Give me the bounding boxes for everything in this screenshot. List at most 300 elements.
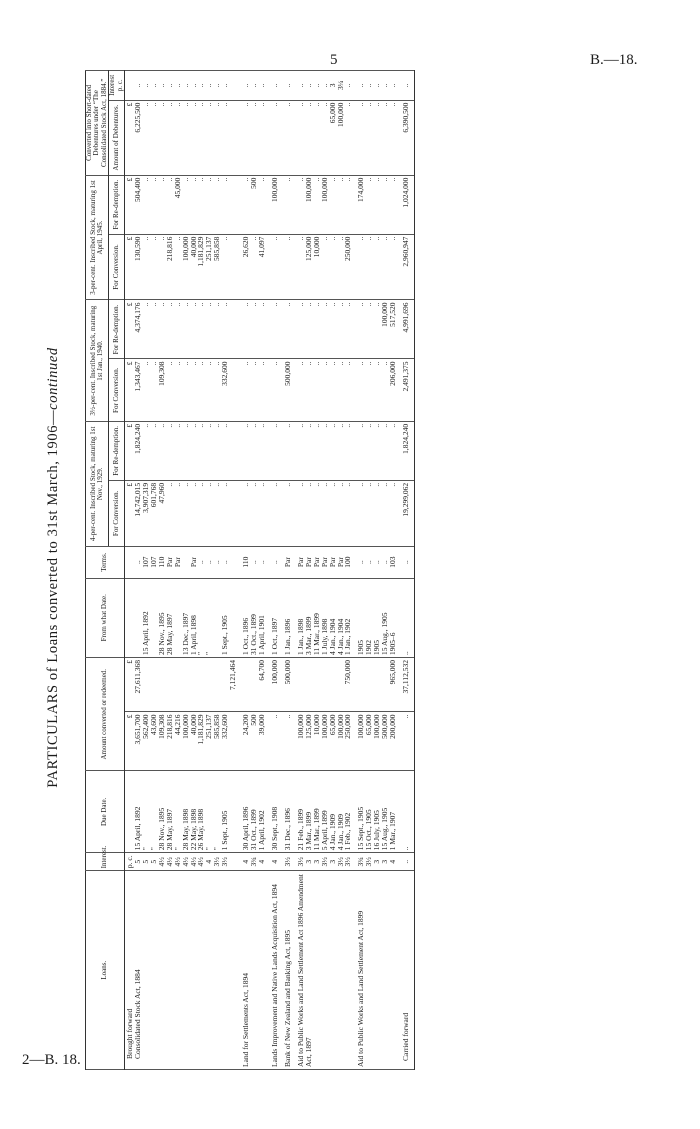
terms-line: ..	[220, 560, 230, 564]
due-date-line: 16 July, 1905	[372, 810, 382, 851]
debenture-amount-line: ..	[249, 102, 259, 107]
debenture-interest-line: ..	[295, 83, 305, 88]
conversion-1929-line: ..	[269, 482, 279, 487]
interest-line: 4	[241, 859, 251, 864]
from-date-cell	[125, 578, 242, 657]
debenture-amount-line: ..	[319, 102, 329, 107]
terms-line: ..	[132, 560, 142, 564]
conversion-1940-line: ..	[343, 361, 353, 366]
redemption-1929-cell	[296, 421, 357, 480]
carried-conversion-1929-cell: 19,299,062	[401, 480, 414, 546]
redemption-1929-cell	[356, 421, 401, 480]
carried-interest-cell: ..	[401, 853, 414, 871]
conversion-1945-line: ..	[372, 236, 382, 241]
loan-name-cell	[125, 871, 242, 1070]
terms-line: Par	[319, 557, 329, 568]
header-debenture-amount: Amount of Debentures.	[109, 100, 125, 175]
redemption-1929-line: ..	[172, 423, 182, 428]
debenture-interest-line: ..	[180, 83, 190, 88]
due-date-line: 31 Oct., 1899	[249, 809, 259, 851]
redemption-1929-cell	[241, 421, 270, 480]
conversion-1945-line: 218,816	[164, 236, 174, 261]
redemption-1929-line: ..	[311, 423, 321, 428]
due-date-line: 5 April, 1899	[319, 810, 329, 851]
debenture-interest-line: 3¼	[335, 80, 345, 91]
table-row	[356, 71, 401, 1070]
amount-total-line: 7,121,464	[228, 659, 238, 690]
terms-line: 100	[343, 556, 353, 568]
conversion-1945-line: ..	[220, 236, 230, 241]
interest-line: 3½	[335, 857, 345, 867]
amount-total-line	[166, 660, 174, 710]
debenture-amount-cell	[270, 100, 283, 175]
interest-cell	[283, 853, 296, 871]
interest-line: 3½	[364, 857, 374, 867]
conversion-1945-line: 251,137	[204, 236, 214, 261]
conversion-1945-line: 585,858	[212, 236, 222, 261]
conversion-1945-line: ..	[148, 236, 158, 241]
conversion-1940-line: 332,600	[220, 361, 230, 386]
amount-cell	[270, 712, 283, 771]
debenture-interest-line: ..	[303, 83, 313, 88]
redemption-1940-line: ..	[295, 302, 305, 307]
interest-line: 3¾	[356, 857, 366, 867]
redemption-1940-line: ..	[172, 302, 182, 307]
amount-line: 44,216	[172, 714, 182, 736]
page-reference: B.—18.	[590, 52, 638, 68]
conversion-1929-line: ..	[335, 482, 345, 487]
amount-line: 585,858	[212, 714, 222, 739]
redemption-1945-line: ..	[380, 177, 390, 182]
redemption-1929-line: ..	[356, 423, 366, 428]
debenture-amount-line: ..	[364, 102, 374, 107]
due-date-line: 4 Jan., 1909	[335, 813, 345, 851]
loan-name-cell	[270, 871, 283, 1070]
table-row	[125, 71, 242, 1070]
redemption-1940-line: ..	[164, 302, 174, 307]
debenture-interest-cell	[241, 71, 270, 101]
due-date-line: "	[212, 847, 222, 851]
conversion-1945-line: ..	[172, 236, 182, 241]
redemption-1929-line: ..	[257, 423, 267, 428]
debenture-interest-cell	[270, 71, 283, 101]
due-date-cell	[356, 771, 401, 853]
header-debentures: Converted into Short-dated Debentures under “The Consolidated Stock Act, 1884.”	[86, 71, 109, 176]
redemption-1929-line: ..	[327, 423, 337, 428]
loan-name-cell	[356, 871, 401, 1070]
debenture-amount-line: ..	[172, 102, 182, 107]
amount-line: 65,000	[364, 714, 374, 736]
redemption-1945-line: ..	[327, 177, 337, 182]
carried-forward-row	[401, 71, 414, 1070]
redemption-1945-line: ..	[372, 177, 382, 182]
conversion-1945-line: 41,097	[257, 236, 267, 258]
header-stock-1929: 4-per-cent. Inscribed Stock, maturing 1st Nov., 1929.	[86, 421, 109, 546]
amount-total-line	[297, 660, 305, 710]
terms-line: Par	[303, 557, 313, 568]
amount-total-line	[182, 660, 190, 710]
amount-total-line	[190, 660, 198, 710]
debenture-interest-line: ..	[220, 83, 230, 88]
conversion-1940-line: ..	[295, 361, 305, 366]
conversion-1940-line: 109,308	[156, 361, 166, 386]
redemption-1940-line: ..	[188, 302, 198, 307]
redemption-1940-line: ..	[257, 302, 267, 307]
from-date-line: 1905	[372, 639, 382, 655]
from-date-line: 1 July, 1898	[319, 618, 329, 655]
from-date-line: "	[204, 651, 214, 655]
conversion-1940-line: ..	[164, 361, 174, 366]
interest-line: 3½	[282, 857, 292, 867]
redemption-1940-line: ..	[180, 302, 190, 307]
conversion-1940-cell	[270, 359, 283, 421]
from-date-line: 3 Mar., 1899	[303, 616, 313, 655]
amount-total-cell	[296, 657, 357, 712]
interest-line: 5	[148, 859, 158, 864]
redemption-1940-line: ..	[269, 302, 279, 307]
amount-line: 218,816	[164, 714, 174, 739]
redemption-1929-line: 1,824,240	[132, 423, 142, 454]
table-row	[241, 71, 270, 1070]
conversion-1945-line: ..	[356, 236, 366, 241]
conversion-1929-line: £	[125, 482, 135, 487]
conversion-1940-line: ..	[188, 361, 198, 366]
from-date-line: 13 Dec., 1897	[180, 612, 190, 655]
redemption-1945-line: 500	[249, 177, 259, 189]
conversion-1945-line: ..	[156, 236, 166, 241]
conversion-1940-line: ..	[204, 361, 214, 366]
redemption-1940-line: ..	[372, 302, 382, 307]
redemption-1940-line: ..	[343, 302, 353, 307]
amount-line: 200,000	[388, 714, 398, 739]
amount-total-line	[197, 660, 205, 710]
conversion-1940-line: ..	[372, 361, 382, 366]
redemption-1929-line: ..	[212, 423, 222, 428]
conversion-1940-cell	[125, 359, 242, 421]
terms-line: Par	[311, 557, 321, 568]
amount-total-line	[142, 660, 150, 710]
interest-line: 5	[140, 859, 150, 864]
from-date-line: 11 Mar., 1899	[311, 613, 321, 655]
terms-cell	[283, 546, 296, 578]
redemption-1945-line: ..	[388, 177, 398, 182]
loan-name-line: Brought forward	[125, 1008, 135, 1059]
debenture-interest-line: ..	[172, 83, 182, 88]
conversion-1929-line: 47,960	[156, 482, 166, 504]
terms-line: 103	[388, 556, 398, 568]
debenture-amount-line: ..	[156, 102, 166, 107]
conversion-1945-line: 250,000	[343, 236, 353, 261]
debenture-interest-line: ..	[388, 83, 398, 88]
conversion-1945-line: ..	[319, 236, 329, 241]
amount-line: ..	[282, 714, 292, 719]
amount-total-cell	[356, 657, 401, 712]
redemption-1945-cell	[125, 175, 242, 234]
conversion-1940-line: ..	[335, 361, 345, 366]
terms-cell	[125, 546, 242, 578]
redemption-1940-line: ..	[303, 302, 313, 307]
from-date-cell	[296, 578, 357, 657]
redemption-1945-line: ..	[204, 177, 214, 182]
table-row	[296, 71, 357, 1070]
conversion-1929-cell	[296, 480, 357, 546]
from-date-line: 15 Aug., 1905	[380, 612, 390, 655]
amount-total-cell	[241, 657, 270, 712]
conversion-1940-line: ..	[148, 361, 158, 366]
conversion-1945-line: 26,620	[241, 236, 251, 258]
redemption-1929-cell	[283, 421, 296, 480]
amount-line: 40,000	[188, 714, 198, 736]
redemption-1940-line: ..	[140, 302, 150, 307]
conversion-1929-line: ..	[282, 482, 292, 487]
loans-table	[85, 70, 415, 1070]
amount-total-line: 500,000	[282, 659, 292, 685]
interest-line: 3½	[343, 857, 353, 867]
due-date-line: 15 Aug., 1905	[380, 807, 390, 851]
conversion-1945-cell	[241, 234, 270, 300]
debenture-interest-line: ..	[196, 83, 206, 88]
from-date-line: 15 April, 1892	[140, 611, 150, 655]
conversion-1929-cell	[356, 480, 401, 546]
from-date-line: 1 Oct., 1897	[269, 617, 279, 655]
conversion-1929-line: ..	[303, 482, 313, 487]
amount-total-line	[242, 660, 250, 710]
conversion-1929-line: ..	[241, 482, 251, 487]
debenture-amount-line: ..	[295, 102, 305, 107]
conversion-1945-cell	[125, 234, 242, 300]
conversion-1929-line: ..	[220, 482, 230, 487]
amount-line: 10,000	[311, 714, 321, 736]
conversion-1929-line: ..	[204, 482, 214, 487]
conversion-1945-line: 1,181,829	[196, 236, 206, 267]
amount-total-line	[205, 660, 213, 710]
debenture-amount-cell	[356, 100, 401, 175]
from-date-line: 1 Sept., 1905	[220, 615, 230, 655]
conversion-1929-line: ..	[164, 482, 174, 487]
redemption-1929-line: ..	[303, 423, 313, 428]
redemption-1945-line: ..	[164, 177, 174, 182]
debenture-amount-cell	[125, 100, 242, 175]
conversion-1945-line: 125,000	[303, 236, 313, 261]
carried-from-date-cell: ..	[401, 578, 414, 657]
header-stock-1945: 3-per-cent. Inscribed Stock, maturing 1st April, 1945.	[86, 175, 109, 300]
redemption-1945-line: ..	[148, 177, 158, 182]
conversion-1940-line: ..	[140, 361, 150, 366]
conversion-1940-line: ..	[319, 361, 329, 366]
amount-total-cell	[270, 657, 283, 712]
redemption-1945-line: £	[125, 177, 135, 182]
debenture-interest-line: ..	[372, 83, 382, 88]
terms-line: ..	[269, 560, 279, 564]
due-date-cell	[296, 771, 357, 853]
amount-line: 100,000	[356, 714, 366, 739]
conversion-1929-line: ..	[172, 482, 182, 487]
conversion-1945-line: ..	[388, 236, 398, 241]
carried-terms-cell: ..	[401, 546, 414, 578]
amount-line: 250,000	[343, 714, 353, 739]
terms-line: ..	[257, 560, 267, 564]
amount-total-line	[329, 660, 337, 710]
conversion-1929-line: 3,907,319	[140, 482, 150, 513]
conversion-1929-line: ..	[257, 482, 267, 487]
redemption-1929-line: ..	[196, 423, 206, 428]
conversion-1929-cell	[241, 480, 270, 546]
from-date-line: "	[196, 651, 206, 655]
redemption-1940-line: ..	[204, 302, 214, 307]
redemption-1940-cell	[270, 300, 283, 359]
redemption-1945-line: ..	[282, 177, 292, 182]
redemption-1940-cell	[125, 300, 242, 359]
carried-redemption-1929-cell: 1,824,240	[401, 421, 414, 480]
header-1945-redemption: For Re-demption.	[109, 175, 125, 234]
amount-total-line: £	[125, 659, 135, 664]
amount-line: 100,000	[319, 714, 329, 739]
interest-line: 3	[311, 859, 321, 864]
conversion-1940-line: ..	[380, 361, 390, 366]
terms-line: ..	[356, 560, 366, 564]
interest-line: 4	[204, 859, 214, 864]
terms-line: ..	[196, 560, 206, 564]
carried-forward-label: Carried forward	[401, 871, 414, 1070]
terms-cell	[296, 546, 357, 578]
interest-line: 4	[257, 859, 267, 864]
amount-line: 500	[249, 714, 259, 726]
header-1940-conversion: For Conversion.	[109, 359, 125, 421]
amount-total-cell	[125, 657, 242, 712]
conversion-1940-line: ..	[327, 361, 337, 366]
redemption-1929-line: ..	[148, 423, 158, 428]
conversion-1940-line: ..	[241, 361, 251, 366]
redemption-1929-line: ..	[282, 423, 292, 428]
redemption-1929-line: ..	[204, 423, 214, 428]
debenture-amount-line: ..	[196, 102, 206, 107]
due-date-line: 28 Nov., 1895	[156, 807, 166, 851]
debenture-amount-line: ..	[212, 102, 222, 107]
conversion-1929-line: 14,742,015	[132, 482, 142, 517]
carried-redemption-1945-cell: 1,024,000	[401, 175, 414, 234]
redemption-1945-line: ..	[212, 177, 222, 182]
amount-line: 1,181,829	[196, 714, 206, 745]
redemption-1945-line: ..	[140, 177, 150, 182]
title-continued: continued	[45, 347, 61, 410]
redemption-1940-line: ..	[148, 302, 158, 307]
interest-line: 3½	[212, 857, 222, 867]
debenture-amount-line: ..	[372, 102, 382, 107]
rotated-table-area	[45, 65, 625, 1070]
conversion-1940-cell	[283, 359, 296, 421]
conversion-1940-cell	[296, 359, 357, 421]
debenture-interest-line: ..	[282, 83, 292, 88]
from-date-cell	[241, 578, 270, 657]
debenture-interest-line: ..	[257, 83, 267, 88]
table-row	[270, 71, 283, 1070]
debenture-interest-line: ..	[212, 83, 222, 88]
amount-line: 109,308	[156, 714, 166, 739]
conversion-1929-line: ..	[327, 482, 337, 487]
amount-line: 24,200	[241, 714, 251, 736]
terms-cell	[270, 546, 283, 578]
conversion-1945-line: 10,000	[311, 236, 321, 258]
amount-total-line: 64,700	[257, 659, 267, 681]
interest-line: 3½	[295, 857, 305, 867]
header-loans: Loans.	[86, 871, 125, 1070]
interest-line: 4	[388, 859, 398, 864]
from-date-cell	[356, 578, 401, 657]
conversion-1945-line: ..	[327, 236, 337, 241]
conversion-1940-line: ..	[364, 361, 374, 366]
debenture-interest-cell	[125, 71, 242, 101]
debenture-amount-line: ..	[388, 102, 398, 107]
amount-total-line	[365, 660, 373, 710]
debenture-amount-line: 6,225,500	[132, 102, 142, 133]
amount-line: 251,137	[204, 714, 214, 739]
conversion-1929-line: 601,768	[148, 482, 158, 508]
redemption-1929-line: ..	[269, 423, 279, 428]
conversion-1940-line: ..	[249, 361, 259, 366]
debenture-amount-line: ..	[164, 102, 174, 107]
debenture-amount-line: ..	[241, 102, 251, 107]
amount-line: 100,000	[372, 714, 382, 739]
conversion-1940-line: ..	[311, 361, 321, 366]
from-date-line: 1905–6	[388, 632, 398, 655]
conversion-1945-line: ..	[295, 236, 305, 241]
redemption-1940-line: ..	[335, 302, 345, 307]
redemption-1940-cell	[241, 300, 270, 359]
interest-cell	[356, 853, 401, 871]
amount-line: 100,000	[335, 714, 345, 739]
redemption-1945-line: ..	[241, 177, 251, 182]
from-date-line	[126, 581, 134, 655]
redemption-1945-line: ..	[343, 177, 353, 182]
interest-line: 4½	[180, 857, 190, 867]
from-date-line: 4 Jan., 1904	[327, 618, 337, 655]
conversion-1929-line: ..	[380, 482, 390, 487]
redemption-1945-line: 174,000	[356, 177, 366, 202]
amount-line: 39,000	[257, 714, 267, 736]
redemption-1940-line: ..	[356, 302, 366, 307]
redemption-1940-line: 4,374,176	[132, 302, 142, 333]
debenture-interest-line: ..	[364, 83, 374, 88]
debenture-interest-line: ..	[156, 83, 166, 88]
debenture-amount-cell	[283, 100, 296, 175]
conversion-1945-line: ..	[269, 236, 279, 241]
terms-cell	[356, 546, 401, 578]
conversion-1945-line: 40,000	[188, 236, 198, 258]
debenture-interest-line: ..	[319, 83, 329, 88]
interest-line: 4½	[188, 857, 198, 867]
debenture-amount-line: ..	[282, 102, 292, 107]
amount-total-line: 100,000	[269, 659, 279, 685]
debenture-interest-line: ..	[380, 83, 390, 88]
redemption-1945-cell	[356, 175, 401, 234]
conversion-1940-cell	[241, 359, 270, 421]
redemption-1929-line: ..	[180, 423, 190, 428]
conversion-1945-cell	[356, 234, 401, 300]
debenture-interest-line: ..	[204, 83, 214, 88]
conversion-1929-line: ..	[372, 482, 382, 487]
terms-line: 107	[140, 556, 150, 568]
due-date-line: 31 Dec., 1896	[282, 808, 292, 851]
conversion-1945-line: £	[125, 236, 135, 241]
interest-line: 3	[380, 859, 390, 864]
amount-line: £	[125, 714, 135, 719]
amount-line: 43,600	[148, 714, 158, 736]
header-debenture-interest: Interest p. c.	[109, 71, 125, 101]
debenture-interest-line: ..	[188, 83, 198, 88]
interest-cell	[296, 853, 357, 871]
terms-line: 107	[148, 556, 158, 568]
conversion-1929-line: ..	[188, 482, 198, 487]
